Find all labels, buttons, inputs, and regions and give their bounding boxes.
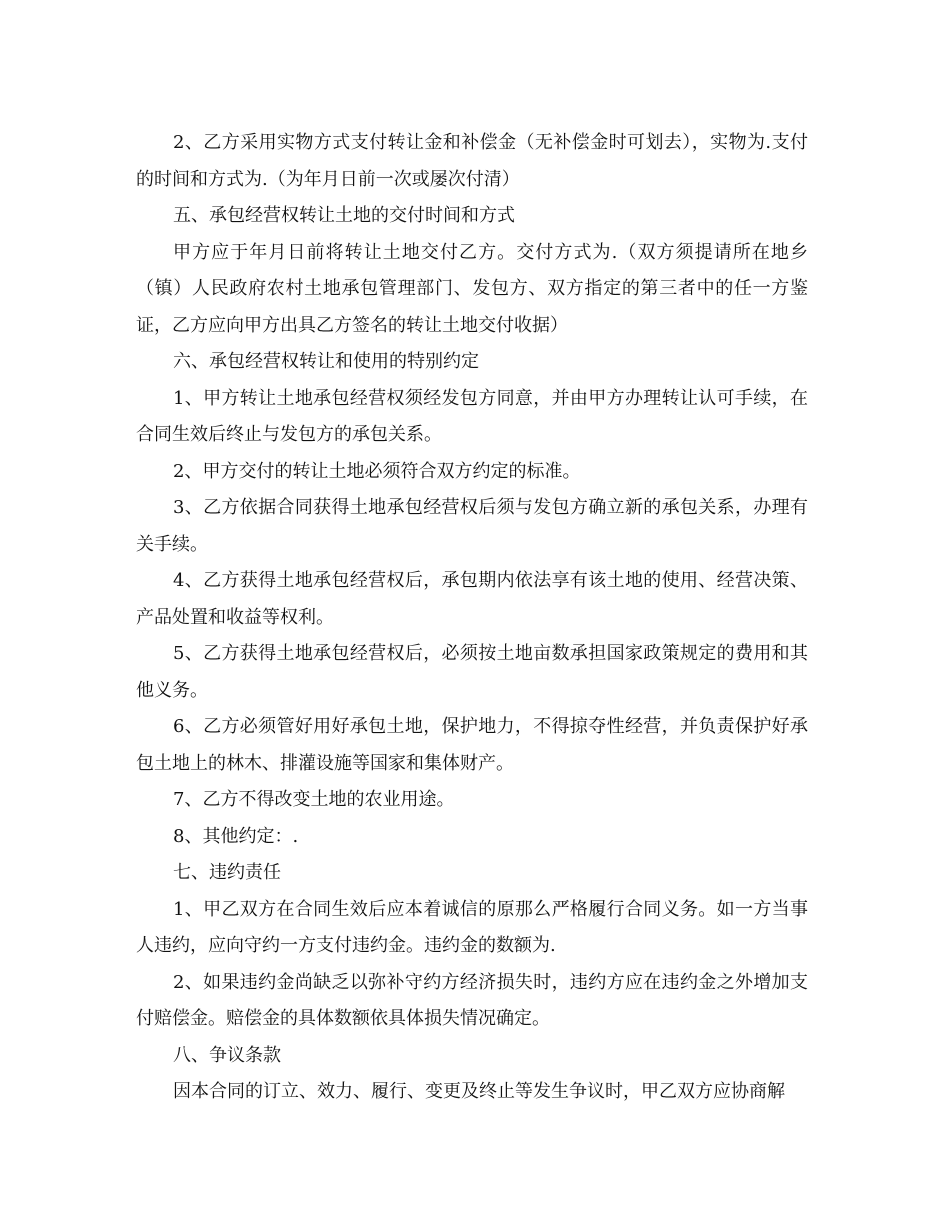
clause-6-3: 3、乙方依据合同获得土地承包经营权后须与发包方确立新的承包关系，办理有关手续。 [136, 497, 808, 555]
section-5-body: 甲方应于年月日前将转让土地交付乙方。交付方式为.（双方须提请所在地乡（镇）人民政府农村土地承包管理部门、发包方、双方指定的第三者中的任一方鉴证，乙方应向甲方出具乙方签名的转让土地交付收据） [136, 241, 808, 336]
section-6-heading: 六、承包经营权转让和使用的特别约定 [173, 351, 479, 372]
clause-6-8: 8、其他约定：. [173, 825, 299, 847]
section-7-heading: 七、违约责任 [173, 862, 281, 883]
document-body [136, 125, 808, 1111]
clause-6-7: 7、乙方不得改变土地的农业用途。 [173, 789, 455, 810]
clause-6-2: 2、甲方交付的转让土地必须符合双方约定的标准。 [173, 460, 581, 482]
clause-4-2-payment-in-kind: 2、乙方采用实物方式支付转让金和补偿金（无补偿金时可划去），实物为.支付的时间和方式为.（为年月日前一次或屡次付清） [136, 132, 808, 190]
clause-7-1: 1、甲乙双方在合同生效后应本着诚信的原那么严格履行合同义务。如一方当事人违约，应向守约一方支付违约金。违约金的数额为. [136, 898, 808, 956]
clause-6-5: 5、乙方获得土地承包经营权后，必须按土地亩数承担国家政策规定的费用和其他义务。 [136, 643, 808, 701]
section-8-heading: 八、争议条款 [173, 1044, 281, 1066]
clause-6-4: 4、乙方获得土地承包经营权后，承包期内依法享有该土地的使用、经营决策、产品处置和收益等权利。 [136, 570, 808, 628]
section-8-body: 因本合同的订立、效力、履行、变更及终止等发生争议时，甲乙双方应协商解 [173, 1081, 785, 1102]
clause-6-1: 1、甲方转让土地承包经营权须经发包方同意，并由甲方办理转让认可手续，在合同生效后终止与发包方的承包关系。 [136, 387, 808, 445]
clause-7-2: 2、如果违约金尚缺乏以弥补守约方经济损失时，违约方应在违约金之外增加支付赔偿金。赔偿金的具体数额依具体损失情况确定。 [136, 971, 808, 1029]
clause-6-6: 6、乙方必须管好用好承包土地，保护地力，不得掠夺性经营，并负责保护好承包土地上的林木、排灌设施等国家和集体财产。 [136, 716, 808, 774]
section-5-heading: 五、承包经营权转让土地的交付时间和方式 [173, 205, 515, 226]
